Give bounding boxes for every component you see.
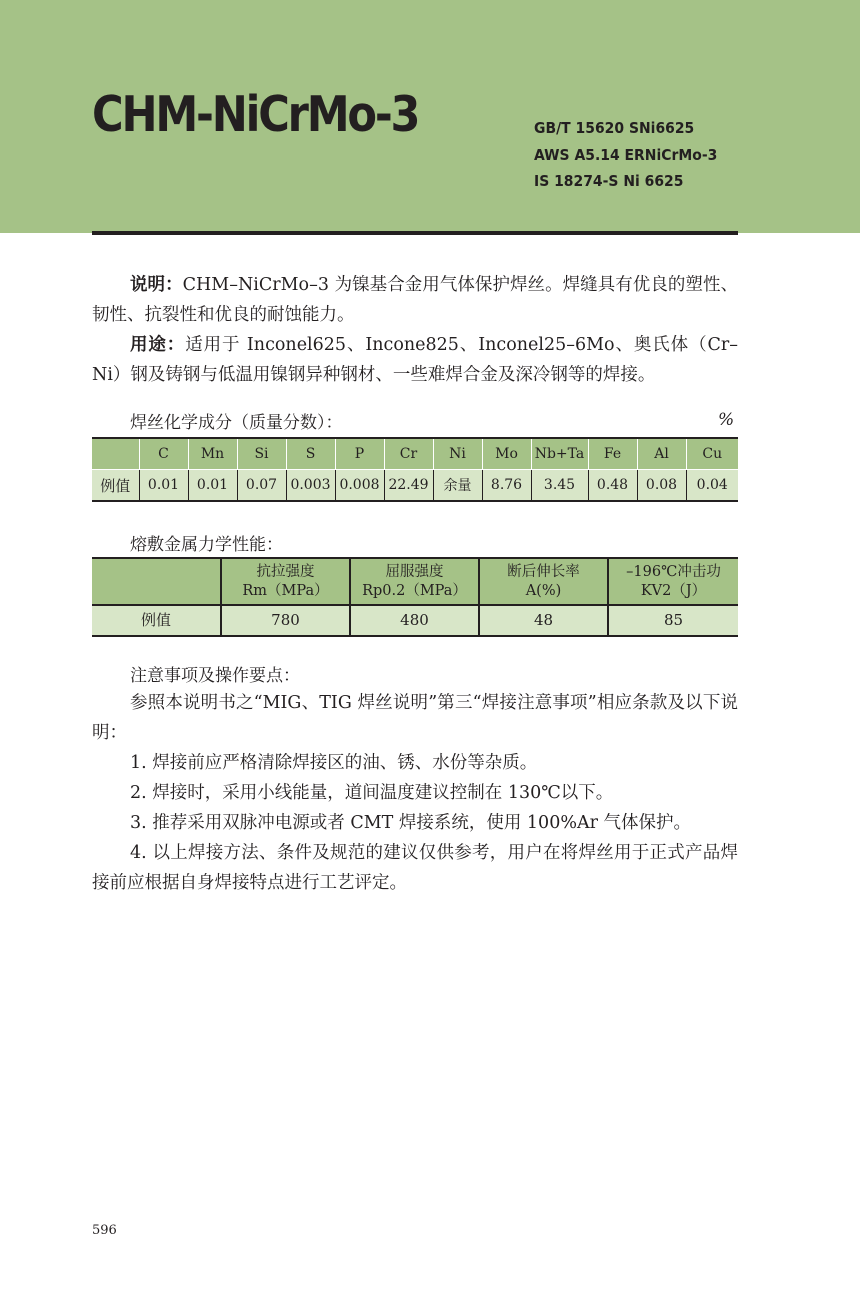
notes-item: 3. 推荐采用双脉冲电源或者 CMT 焊接系统，使用 100%Ar 气体保护。 <box>130 813 692 833</box>
mechanical-properties-table <box>92 557 738 637</box>
mech-header-line2: KV2（J） <box>640 582 707 599</box>
description-text: CHM–NiCrMo–3 为镍基合金用气体保护焊丝。焊缝具有优良的塑性、韧性、抗裂性和优良的耐蚀能力。 <box>92 275 739 325</box>
mech-value-cell: 780 <box>221 605 350 636</box>
chem-header-cell: Mo <box>482 438 531 470</box>
usage-paragraph <box>92 330 738 390</box>
chem-value-cell: 0.48 <box>588 470 637 502</box>
header-rule <box>92 231 738 235</box>
mech-header-cell <box>92 558 221 605</box>
chem-value-cell: 0.04 <box>686 470 738 502</box>
chem-header-cell: Mn <box>188 438 237 470</box>
intro-text <box>92 270 738 390</box>
mech-header-cell <box>221 558 350 605</box>
notes-item: 1. 焊接前应严格清除焊接区的油、锈、水份等杂质。 <box>130 753 538 773</box>
mech-value-cell: 480 <box>350 605 479 636</box>
notes-body <box>92 688 738 898</box>
mech-header-line2: Rp0.2（MPa） <box>362 582 467 599</box>
description-paragraph <box>92 270 738 330</box>
mech-header-row <box>92 558 738 605</box>
chem-value-cell: 0.008 <box>335 470 384 502</box>
notes-item: 4. 以上焊接方法、条件及规范的建议仅供参考，用户在将焊丝用于正式产品焊接前应根据自身焊接特点进行工艺评定。 <box>92 843 738 893</box>
chem-header-cell: Nb+Ta <box>531 438 588 470</box>
header-band <box>0 0 860 233</box>
page-number: 596 <box>92 1223 117 1238</box>
notes-item: 2. 焊接时，采用小线能量，道间温度建议控制在 130℃以下。 <box>130 783 614 803</box>
mech-header-line2: A(%) <box>525 582 562 599</box>
chem-value-cell: 8.76 <box>482 470 531 502</box>
chem-value-cell: 0.08 <box>637 470 686 502</box>
mech-header-line1: 断后伸长率 <box>507 563 580 580</box>
chem-value-cell: 3.45 <box>531 470 588 502</box>
standard-gb: GB/T 15620 SNi6625 <box>534 119 695 137</box>
mech-header-line1: 抗拉强度 <box>256 563 315 580</box>
mech-section-title: 熔敷金属力学性能： <box>130 535 283 555</box>
mech-header-cell <box>608 558 738 605</box>
mech-row-label: 例值 <box>92 605 221 636</box>
mech-value-cell: 85 <box>608 605 738 636</box>
standards-list <box>534 115 717 195</box>
mech-header-cell <box>350 558 479 605</box>
chem-header-cell: C <box>139 438 188 470</box>
chem-header-cell: Al <box>637 438 686 470</box>
notes-intro: 参照本说明书之“MIG、TIG 焊丝说明”第三“焊接注意事项”相应条款及以下说明： <box>92 693 738 743</box>
standard-is: IS 18274-S Ni 6625 <box>534 172 684 190</box>
product-title: CHM-NiCrMo-3 <box>92 86 419 143</box>
chem-section-title: 焊丝化学成分（质量分数）： <box>130 413 343 433</box>
chem-header-cell: Ni <box>433 438 482 470</box>
mech-header-line1: –196℃冲击功 <box>626 563 721 580</box>
standard-aws: AWS A5.14 ERNiCrMo-3 <box>534 145 718 164</box>
notes-title: 注意事项及操作要点： <box>130 666 300 686</box>
chem-value-cell: 0.01 <box>188 470 237 502</box>
usage-label: 用途： <box>130 335 186 355</box>
mech-data-row <box>92 605 738 636</box>
chem-header-row <box>92 438 738 470</box>
chem-header-cell: P <box>335 438 384 470</box>
chem-header-cell: S <box>286 438 335 470</box>
chem-value-cell: 22.49 <box>384 470 433 502</box>
chem-header-cell: Cr <box>384 438 433 470</box>
chem-header-cell: Fe <box>588 438 637 470</box>
chem-header-cell: Si <box>237 438 286 470</box>
chemical-composition-table <box>92 437 738 502</box>
mech-value-cell: 48 <box>479 605 608 636</box>
chem-value-cell: 余量 <box>433 470 482 502</box>
chem-value-cell: 0.07 <box>237 470 286 502</box>
description-label: 说明： <box>130 275 183 295</box>
chem-header-cell <box>92 438 139 470</box>
chem-value-cell: 0.003 <box>286 470 335 502</box>
chem-row-label: 例值 <box>92 470 139 502</box>
chem-data-row <box>92 470 738 502</box>
usage-text: 适用于 Inconel625、Incone825、Inconel25–6Mo、奥氏体（Cr–Ni）钢及铸钢与低温用镍钢异种钢材、一些难焊合金及深冷钢等的焊接。 <box>92 335 738 385</box>
mech-header-cell <box>479 558 608 605</box>
chem-value-cell: 0.01 <box>139 470 188 502</box>
mech-header-line2: Rm（MPa） <box>242 582 329 599</box>
chem-header-cell: Cu <box>686 438 738 470</box>
mech-header-line1: 屈服强度 <box>385 563 444 580</box>
chem-unit: % <box>718 410 735 430</box>
